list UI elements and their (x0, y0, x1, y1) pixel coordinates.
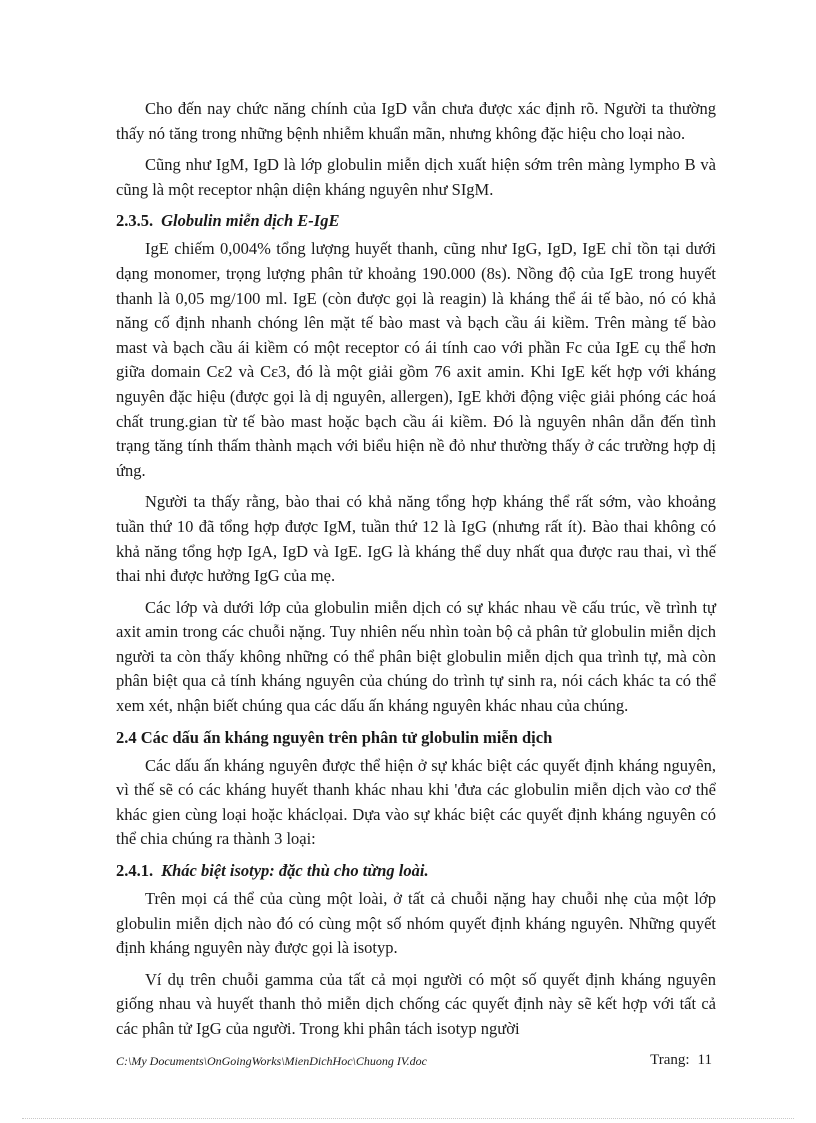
paragraph-isotype-example: Ví dụ trên chuỗi gamma của tất cả mọi người có một số quyết định kháng nguyên giống nhau và huyết thanh thỏ miễn dịch chống các quyết định này sẽ kết hợp với tất cả các phân tử IgG của người. Trong khi phân tách isotyp người (116, 969, 716, 1038)
heading-2-4-1 (116, 859, 716, 883)
file-path: C:\My Documents\OnGoingWorks\MienDichHoc\Chuong IV.doc (116, 1054, 427, 1068)
paragraph-igd-receptor: Cũng như IgM, IgD là lớp globulin miễn dịch xuất hiện sớm trên màng lympho B và cũng là một receptor nhận diện kháng nguyên như SIgM. (116, 155, 716, 199)
paragraph-class-differences: Các lớp và dưới lớp của globulin miễn dịch có sự khác nhau về cấu trúc, về trình tự axit amin trong các chuỗi nặng. Tuy nhiên nếu nhìn toàn bộ cả phân tử globulin miễn dịch người ta còn thấy không những có thể phân biệt globulin miễn dịch qua trình tự, mà còn phân biệt qua cả tính kháng nguyên của chúng do trình tự sinh ra, nói cách khác ta có thể xem xét, nhận biết chúng qua các dấu ấn kháng nguyên khác nhau của chúng. (116, 597, 716, 716)
paragraph-ige-description: IgE chiếm 0,004% tổng lượng huyết thanh, cũng như IgG, IgD, IgE chỉ tồn tại dưới dạng monomer, trọng lượng phân tử khoảng 190.000 (8s). Nồng độ của IgE trong huyết thanh là 0,05 mg/100 ml. IgE (còn được gọi là reagin) là kháng thể ái tế bào, nó có khả năng cố định nhanh chóng lên mặt tế bào mast và bạch cầu ái kiềm. Trên màng tế bào mast và bạch cầu ái kiềm có một receptor có ái tính cao với phần Fc của IgE cụ thể hơn giữa domain Cε2 và Cε3, đó là một giải gồm 76 axit amin. Khi IgE kết hợp với kháng nguyên đặc hiệu (được gọi là dị nguyên, allergen), IgE khởi động việc giải phóng các hoá chất trung.gian từ tế bào mast hoặc bạch cầu ái kiềm. Đó là nguyên nhân dẫn đến tình trạng tăng tính thấm thành mạch với biểu hiện nề đỏ như thường thấy ở các trường hợp dị ứng. (116, 239, 716, 480)
paragraph-fetal-synthesis: Người ta thấy rằng, bào thai có khả năng tổng hợp kháng thể rất sớm, vào khoảng tuần thứ 10 đã tổng hợp được IgM, tuần thứ 12 là IgG (nhưng rất ít). Bào thai không có khả năng tổng hợp IgA, IgD và IgE. IgG là kháng thể duy nhất qua được rau thai, vì thế thai nhi được hưởng IgG của mẹ. (116, 492, 716, 586)
heading-number: 2.3.5. (116, 211, 154, 231)
heading-2-3-5 (116, 209, 716, 233)
heading-title: Globulin miễn dịch E-IgE (161, 211, 340, 231)
page-body (116, 97, 716, 1049)
paragraph-isotype-definition: Trên mọi cá thể của cùng một loài, ở tất cả chuỗi nặng hay chuỗi nhẹ của một lớp globulin miễn dịch nào đó có cùng một số nhóm quyết định kháng nguyên. Những quyết định kháng nguyên này được gọi là isotyp. (116, 889, 716, 958)
paragraph-antigen-markers: Các dấu ấn kháng nguyên được thể hiện ở sự khác biệt các quyết định kháng nguyên, vì thế sẽ có các kháng huyết thanh khác nhau khi 'đưa các globulin miễn dịch vào cơ thể khác gien cùng loại hoặc kháclọai. Dựa vào sự khác biệt các quyết định kháng nguyên có thể chia chúng ra thành 3 loại: (116, 755, 716, 849)
page-number: 11 (697, 1052, 712, 1068)
heading-title: Khác biệt isotyp: đặc thù cho từng loài. (161, 861, 429, 881)
page-label: Trang: (650, 1052, 690, 1068)
page-indicator (642, 1052, 712, 1069)
page-bottom-divider (22, 1118, 794, 1119)
page-footer (116, 1052, 716, 1074)
heading-number: 2.4.1. (116, 861, 154, 881)
heading-2-4: 2.4 Các dấu ấn kháng nguyên trên phân tử globulin miễn dịch (116, 727, 553, 747)
paragraph-igd-function: Cho đến nay chức năng chính của IgD vẫn chưa được xác định rõ. Người ta thường thấy nó tăng trong những bệnh nhiễm khuẩn mãn, nhưng không đặc hiệu cho loại nào. (116, 99, 716, 143)
